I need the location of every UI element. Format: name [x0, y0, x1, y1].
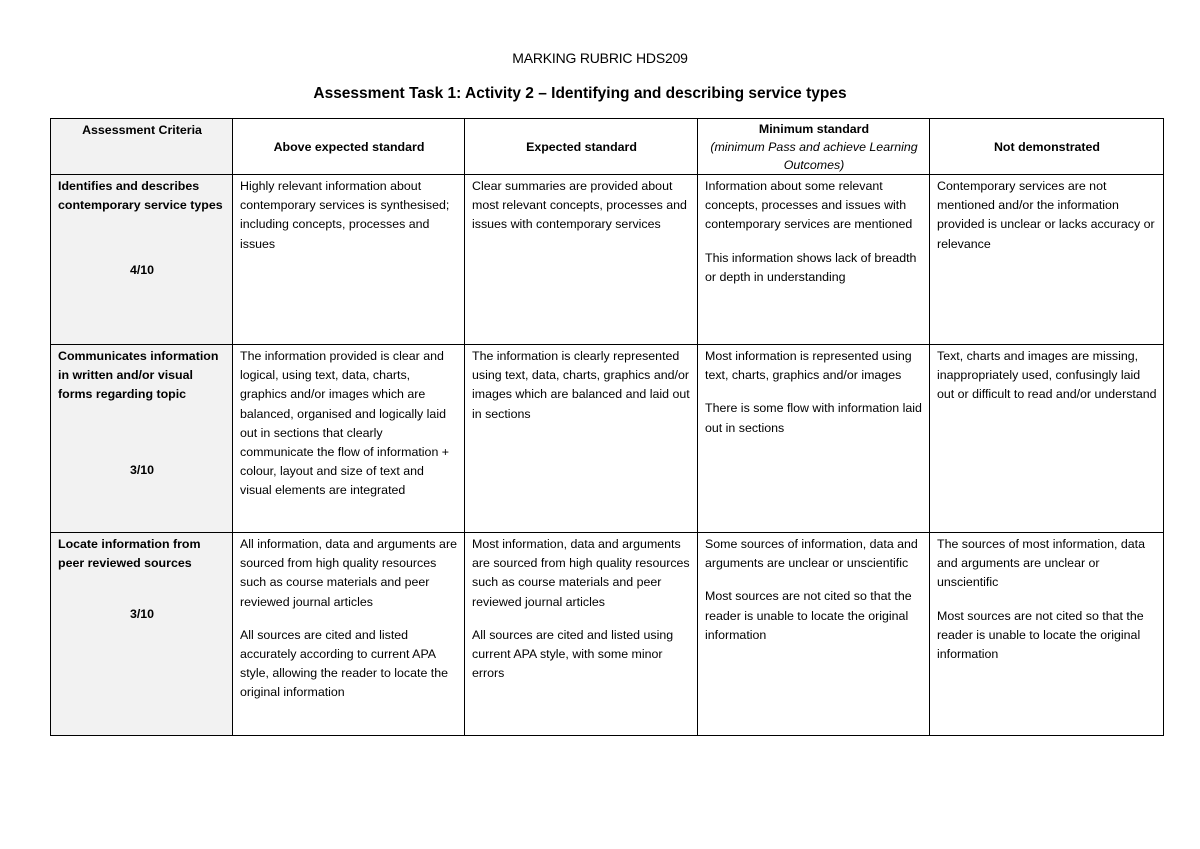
cell-text: Some sources of information, data and arguments are unclear or unscientific: [705, 537, 918, 571]
cell-text: There is some flow with information laid out in sections: [705, 401, 922, 435]
cell-text: This information shows lack of breadth or depth in understanding: [705, 250, 917, 284]
criterion-label: Locate information from peer reviewed sources: [58, 537, 201, 571]
header-expected: Expected standard: [465, 119, 698, 175]
rubric-table: [50, 118, 1164, 736]
criterion-score: 3/10: [129, 607, 155, 622]
cell-text: Information about some relevant concepts, processes and issues with contemporary services are mentioned: [705, 179, 913, 232]
cell-text: All sources are cited and listed accurately according to current APA style, allowing the reader to locate the original information: [240, 627, 449, 700]
header-criteria: Assessment Criteria: [51, 119, 233, 175]
expected-cell: [465, 345, 698, 533]
expected-cell: [465, 175, 698, 345]
minimum-cell: [698, 533, 930, 736]
document-subtitle: Assessment Task 1: Activity 2 – Identifying and describing service types: [313, 85, 847, 102]
criterion-cell: [51, 345, 233, 533]
criterion-cell: [51, 533, 233, 736]
header-above: Above expected standard: [233, 119, 465, 175]
cell-text: The information is clearly represented using text, data, charts, graphics and/or images which are balanced and laid out in sections: [472, 349, 690, 421]
cell-text: The sources of most information, data and arguments are unclear or unscientific: [937, 537, 1145, 590]
header-minimum-note: (minimum Pass and achieve Learning Outcomes): [710, 139, 918, 172]
table-row: [51, 345, 1164, 533]
expected-cell: [465, 533, 698, 736]
criterion-label: Identifies and describes contemporary service types: [58, 179, 223, 213]
not-demonstrated-cell: [930, 175, 1164, 345]
cell-text: Contemporary services are not mentioned and/or the information provided is unclear or lacks accuracy or relevance: [937, 179, 1155, 251]
header-row: [51, 119, 1164, 175]
criterion-label: Communicates information in written and/or visual forms regarding topic: [58, 349, 219, 402]
header-minimum: [698, 119, 930, 175]
cell-text: Most sources are not cited so that the reader is unable to locate the original information: [705, 589, 912, 642]
document-title: MARKING RUBRIC HDS209: [512, 50, 688, 66]
above-cell: [233, 175, 465, 345]
criterion-cell: [51, 175, 233, 345]
cell-text: Most information is represented using text, charts, graphics and/or images: [705, 349, 912, 383]
header-not-demonstrated: Not demonstrated: [930, 119, 1164, 175]
above-cell: [233, 345, 465, 533]
cell-text: Most sources are not cited so that the reader is unable to locate the original information: [937, 608, 1144, 662]
table-row: [51, 533, 1164, 736]
cell-text: Clear summaries are provided about most relevant concepts, processes and issues with contemporary services: [472, 179, 687, 232]
table-row: [51, 175, 1164, 345]
cell-text: Highly relevant information about contemporary services is synthesised; including concepts, processes and issues: [240, 179, 450, 251]
cell-text: All information, data and arguments are sourced from high quality resources such as course materials and peer reviewed journal articles: [240, 537, 457, 609]
not-demonstrated-cell: [930, 533, 1164, 736]
minimum-cell: [698, 175, 930, 345]
cell-text: All sources are cited and listed using current APA style, with some minor errors: [472, 627, 674, 681]
not-demonstrated-cell: [930, 345, 1164, 533]
cell-text: Most information, data and arguments are sourced from high quality resources such as course materials and peer reviewed journal articles: [472, 537, 690, 609]
above-cell: [233, 533, 465, 736]
cell-text: The information provided is clear and logical, using text, data, charts, graphics and/or images which are balanced, organised and logically laid out in sections that clearly communicate the flow of information + colour, layout and size of text and visual elements are integrated: [240, 349, 450, 498]
criterion-score: 4/10: [129, 263, 155, 278]
criterion-score: 3/10: [129, 462, 155, 477]
header-minimum-label: Minimum standard: [758, 121, 870, 136]
minimum-cell: [698, 345, 930, 533]
cell-text: Text, charts and images are missing, inappropriately used, confusingly laid out or difficult to read and/or understand: [937, 349, 1157, 402]
